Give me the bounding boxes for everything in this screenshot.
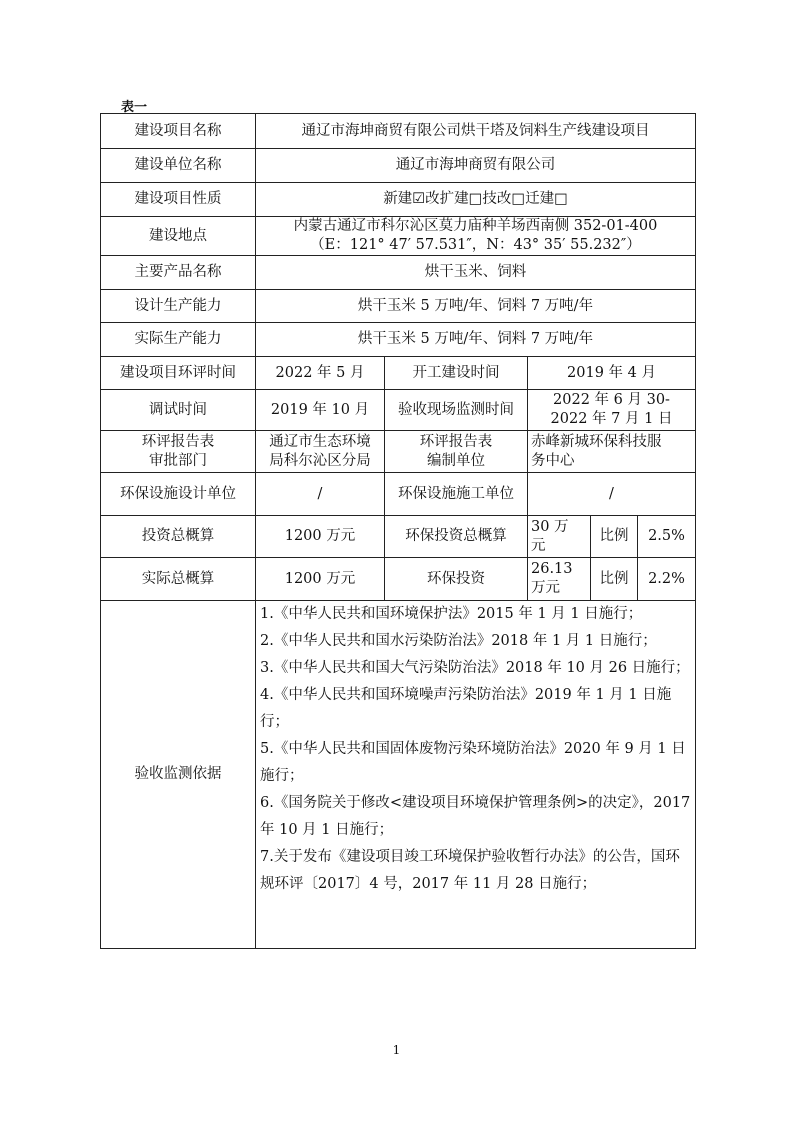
text-line: 30 万 xyxy=(531,518,569,535)
row-facility xyxy=(101,473,696,516)
list-item: 4.《中华人民共和国环境噪声污染防治法》2019 年 1 月 1 日施行； xyxy=(260,687,672,730)
row-location xyxy=(101,217,696,256)
label: 环保投资 xyxy=(385,558,528,601)
row-basis xyxy=(101,601,696,949)
list-item: 3.《中华人民共和国大气污染防治法》2018 年 10 月 26 日施行； xyxy=(260,660,690,676)
list-item: 7.关于发布《建设项目竣工环境保护验收暂行办法》的公告，国环规环评〔2017〕4 号，2017 年 11 月 28 日施行； xyxy=(260,849,680,892)
label xyxy=(385,431,528,473)
label: 建设项目环评时间 xyxy=(101,357,256,390)
label: 建设项目性质 xyxy=(101,183,256,217)
label xyxy=(101,431,256,473)
value: 1200 万元 xyxy=(256,516,385,558)
value: 2022 年 5 月 xyxy=(256,357,385,390)
label: 开工建设时间 xyxy=(385,357,528,390)
text-line: 赤峰新城环保科技服 xyxy=(531,433,662,450)
text-line: 环评报告表 xyxy=(141,433,215,450)
label: 设计生产能力 xyxy=(101,290,256,323)
value xyxy=(256,431,385,473)
location-line1: 内蒙古通辽市科尔沁区莫力庙种羊场西南侧 352-01-400 xyxy=(293,218,658,234)
row-nature xyxy=(101,183,696,217)
row-eia-time xyxy=(101,357,696,390)
list-item: 5.《中华人民共和国固体废物污染环境防治法》2020 年 9 月 1 日施行； xyxy=(260,741,686,784)
value: 烘干玉米 5 万吨/年、饲料 7 万吨/年 xyxy=(256,323,696,357)
list-item: 6.《国务院关于修改<建设项目环境保护管理条例>的决定》，2017 年 10 月 1 日施行； xyxy=(260,795,691,838)
value xyxy=(528,431,696,473)
ratio-value: 2.5% xyxy=(638,516,696,558)
label: 建设单位名称 xyxy=(101,149,256,183)
value: 通辽市海坤商贸有限公司 xyxy=(256,149,696,183)
value: 新建☑改扩建□技改□迁建□ xyxy=(256,183,696,217)
text-line: 2022 年 6 月 30- xyxy=(553,392,670,408)
row-project-name xyxy=(101,114,696,149)
location-coordinates: （E：121° 47′ 57.531″，N：43° 35′ 55.232″） xyxy=(310,237,641,253)
list-item: 2.《中华人民共和国水污染防治法》2018 年 1 月 1 日施行； xyxy=(260,633,657,649)
value: / xyxy=(528,473,696,516)
label: 调试时间 xyxy=(101,390,256,431)
ratio-value: 2.2% xyxy=(638,558,696,601)
text-line: 务中心 xyxy=(531,452,575,469)
value xyxy=(528,558,591,601)
row-invest-total xyxy=(101,516,696,558)
value: 烘干玉米 5 万吨/年、饲料 7 万吨/年 xyxy=(256,290,696,323)
label: 环保设施设计单位 xyxy=(101,473,256,516)
value xyxy=(528,390,696,431)
text-line: 通辽市生态环境 xyxy=(269,433,371,450)
text-line: 局科尔沁区分局 xyxy=(269,452,371,469)
value: / xyxy=(256,473,385,516)
value xyxy=(256,217,696,256)
row-approval xyxy=(101,431,696,473)
row-unit-name xyxy=(101,149,696,183)
row-product xyxy=(101,256,696,290)
label: 实际总概算 xyxy=(101,558,256,601)
label: 投资总概算 xyxy=(101,516,256,558)
label: 环保投资总概算 xyxy=(385,516,528,558)
project-info-table xyxy=(100,113,696,949)
text-line: 2022 年 7 月 1 日 xyxy=(550,411,673,427)
text-line: 审批部门 xyxy=(149,452,207,469)
row-actual-capacity xyxy=(101,323,696,357)
label: 验收现场监测时间 xyxy=(385,390,528,431)
basis-list xyxy=(256,601,696,949)
value: 2019 年 4 月 xyxy=(528,357,696,390)
label: 主要产品名称 xyxy=(101,256,256,290)
label: 环保设施施工单位 xyxy=(385,473,528,516)
list-item: 1.《中华人民共和国环境保护法》2015 年 1 月 1 日施行； xyxy=(260,606,643,622)
value xyxy=(528,516,591,558)
value: 2019 年 10 月 xyxy=(256,390,385,431)
row-debug-time xyxy=(101,390,696,431)
label: 实际生产能力 xyxy=(101,323,256,357)
label: 验收监测依据 xyxy=(101,601,256,949)
row-actual-total xyxy=(101,558,696,601)
value: 1200 万元 xyxy=(256,558,385,601)
ratio-label: 比例 xyxy=(591,516,638,558)
value: 烘干玉米、饲料 xyxy=(256,256,696,290)
page-number: 1 xyxy=(392,1043,401,1057)
text-line: 元 xyxy=(531,537,546,554)
text-line: 26.13 xyxy=(531,561,573,577)
text-line: 万元 xyxy=(531,580,560,596)
table-caption: 表一 xyxy=(121,100,148,115)
text-line: 编制单位 xyxy=(427,452,485,469)
row-design-capacity xyxy=(101,290,696,323)
text-line: 环评报告表 xyxy=(419,433,493,450)
value: 通辽市海坤商贸有限公司烘干塔及饲料生产线建设项目 xyxy=(256,114,696,149)
label: 建设地点 xyxy=(101,217,256,256)
label: 建设项目名称 xyxy=(101,114,256,149)
ratio-label: 比例 xyxy=(591,558,638,601)
